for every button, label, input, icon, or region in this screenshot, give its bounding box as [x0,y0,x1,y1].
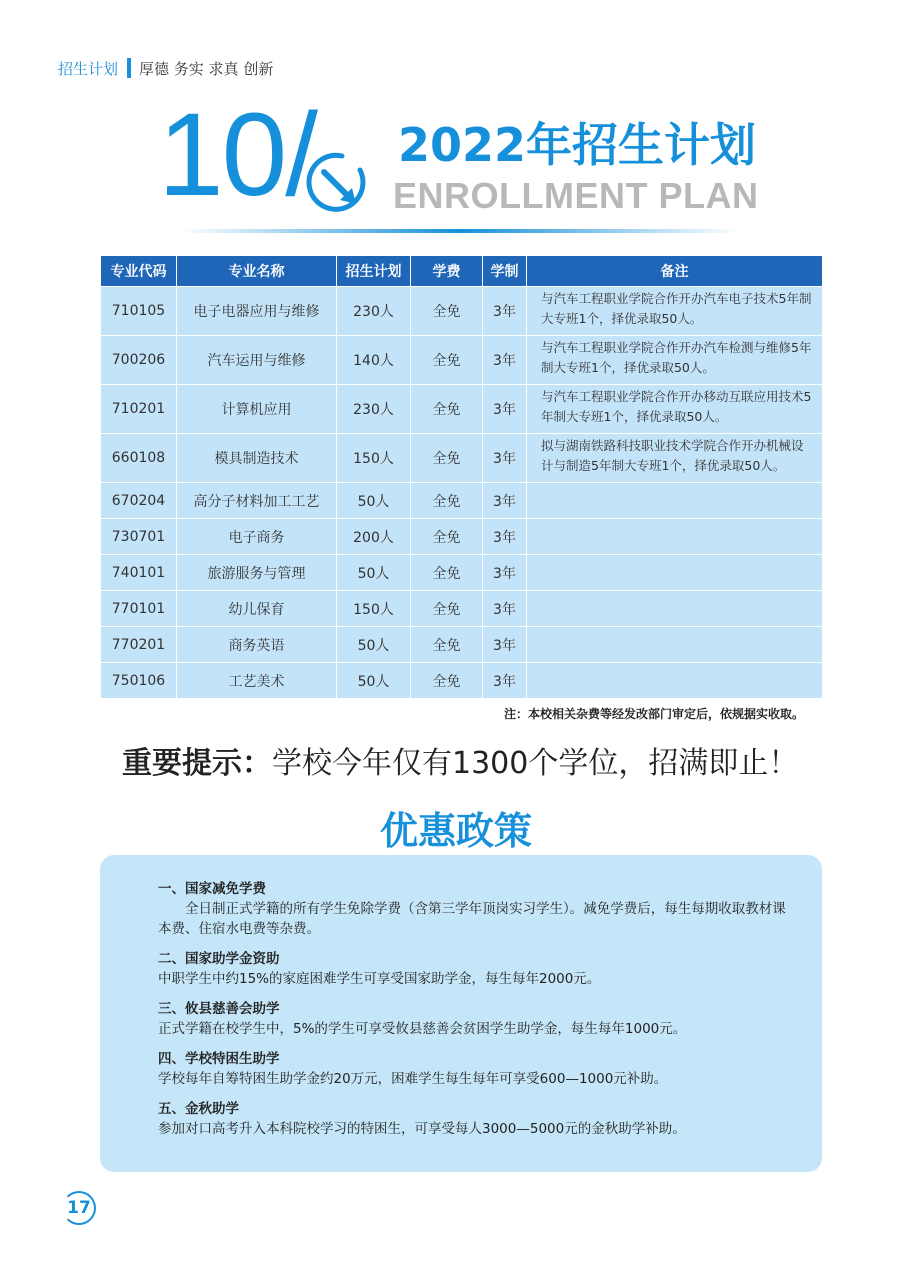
page-number: 17 [62,1191,96,1225]
cell-code: 700206 [101,336,177,385]
enrollment-table [100,255,823,699]
section-label: 招生计划 [58,59,119,78]
cell-code: 710201 [101,385,177,434]
table-row [101,385,823,434]
table-row [101,336,823,385]
cell-name: 商务英语 [177,627,337,663]
cell-plan: 50人 [337,555,411,591]
cell-plan: 140人 [337,336,411,385]
cell-plan: 50人 [337,627,411,663]
table-row [101,591,823,627]
cell-years: 3年 [483,663,527,699]
chapter-number: 10/ [158,89,317,221]
cell-code: 770101 [101,591,177,627]
policy-body: 学校每年自筹特困生助学金约20万元，困难学生每生每年可享受600—1000元补助。 [158,1071,668,1087]
col-header-code: 专业代码 [101,256,177,287]
cell-name: 计算机应用 [177,385,337,434]
cell-years: 3年 [483,555,527,591]
cell-fee: 全免 [411,434,483,483]
policy-box [100,855,822,1172]
cell-note [527,555,823,591]
cell-note [527,627,823,663]
cell-note: 与汽车工程职业学院合作开办汽车检测与维修5年制大专班1个，择优录取50人。 [527,336,823,385]
cell-fee: 全免 [411,385,483,434]
col-header-note: 备注 [527,256,823,287]
cell-note: 与汽车工程职业学院合作开办汽车电子技术5年制大专班1个，择优录取50人。 [527,287,823,336]
cell-code: 710105 [101,287,177,336]
table-row [101,483,823,519]
col-header-plan: 招生计划 [337,256,411,287]
cell-fee: 全免 [411,591,483,627]
policy-body: 参加对口高考升入本科院校学习的特困生，可享受每人3000—5000元的金秋助学补助。 [158,1121,686,1137]
table-row [101,287,823,336]
cell-note: 与汽车工程职业学院合作开办移动互联应用技术5年制大专班1个，择优录取50人。 [527,385,823,434]
cell-years: 3年 [483,287,527,336]
cell-code: 670204 [101,483,177,519]
table-header-row [101,256,823,287]
cell-note: 拟与湖南铁路科技职业技术学院合作开办机械设计与制造5年制大专班1个，择优录取50人。 [527,434,823,483]
important-notice [122,738,798,782]
cell-plan: 50人 [337,483,411,519]
col-header-years: 学制 [483,256,527,287]
cell-fee: 全免 [411,663,483,699]
cell-name: 旅游服务与管理 [177,555,337,591]
col-header-name: 专业名称 [177,256,337,287]
policy-heading: 四、学校特困生助学 [158,1051,280,1067]
school-motto: 厚德 务实 求真 创新 [139,59,274,78]
cell-code: 750106 [101,663,177,699]
cell-fee: 全免 [411,287,483,336]
cell-note [527,519,823,555]
page-header [58,56,273,80]
cell-years: 3年 [483,483,527,519]
cell-name: 工艺美术 [177,663,337,699]
cell-fee: 全免 [411,519,483,555]
cell-name: 幼儿保育 [177,591,337,627]
policy-heading: 五、金秋助学 [158,1101,239,1117]
policy-title: 优惠政策 [379,809,532,853]
cell-name: 汽车运用与维修 [177,336,337,385]
cell-years: 3年 [483,385,527,434]
cell-plan: 230人 [337,287,411,336]
cell-code: 730701 [101,519,177,555]
cell-years: 3年 [483,591,527,627]
cell-fee: 全免 [411,555,483,591]
cell-code: 770201 [101,627,177,663]
table-row [101,555,823,591]
cell-name: 电子商务 [177,519,337,555]
cell-fee: 全免 [411,627,483,663]
cell-note [527,483,823,519]
notice-text: 学校今年仅有1300个学位，招满即止！ [272,746,799,781]
cell-fee: 全免 [411,336,483,385]
cell-plan: 230人 [337,385,411,434]
col-header-fee: 学费 [411,256,483,287]
cell-plan: 50人 [337,663,411,699]
cell-name: 模具制造技术 [177,434,337,483]
cell-code: 660108 [101,434,177,483]
cell-years: 3年 [483,336,527,385]
cell-fee: 全免 [411,483,483,519]
title-underline [180,229,740,233]
cell-code: 740101 [101,555,177,591]
policy-body: 中职学生中约15%的家庭困难学生可享受国家助学金，每生每年2000元。 [158,971,601,987]
table-row [101,519,823,555]
cell-years: 3年 [483,519,527,555]
table-footnote: 注：本校相关杂费等经发改部门审定后，依规据实收取。 [503,707,804,721]
table-row [101,627,823,663]
policy-body: 正式学籍在校学生中，5%的学生可享受攸县慈善会贫困学生助学金，每生每年1000元。 [158,1021,687,1037]
cell-plan: 200人 [337,519,411,555]
table-row [101,434,823,483]
cell-plan: 150人 [337,591,411,627]
cell-note [527,591,823,627]
policy-body: 全日制正式学籍的所有学生免除学费（含第三学年顶岗实习学生）。减免学费后，每生每期收取教材课本费、住宿水电费等杂费。 [158,901,786,937]
notice-label: 重要提示： [122,746,272,781]
cell-note [527,663,823,699]
clock-arrow-icon [302,148,372,218]
page-subtitle: ENROLLMENT PLAN [393,175,759,216]
policy-content [158,879,798,1139]
policy-heading: 二、国家助学金资助 [158,951,280,967]
cell-years: 3年 [483,434,527,483]
cell-name: 电子电器应用与维修 [177,287,337,336]
cell-years: 3年 [483,627,527,663]
cell-name: 高分子材料加工工艺 [177,483,337,519]
page-title: 2022年招生计划 [398,118,757,172]
policy-heading: 一、国家减免学费 [158,881,266,897]
policy-heading: 三、攸县慈善会助学 [158,1001,280,1017]
table-row [101,663,823,699]
header-divider [127,58,131,78]
cell-plan: 150人 [337,434,411,483]
